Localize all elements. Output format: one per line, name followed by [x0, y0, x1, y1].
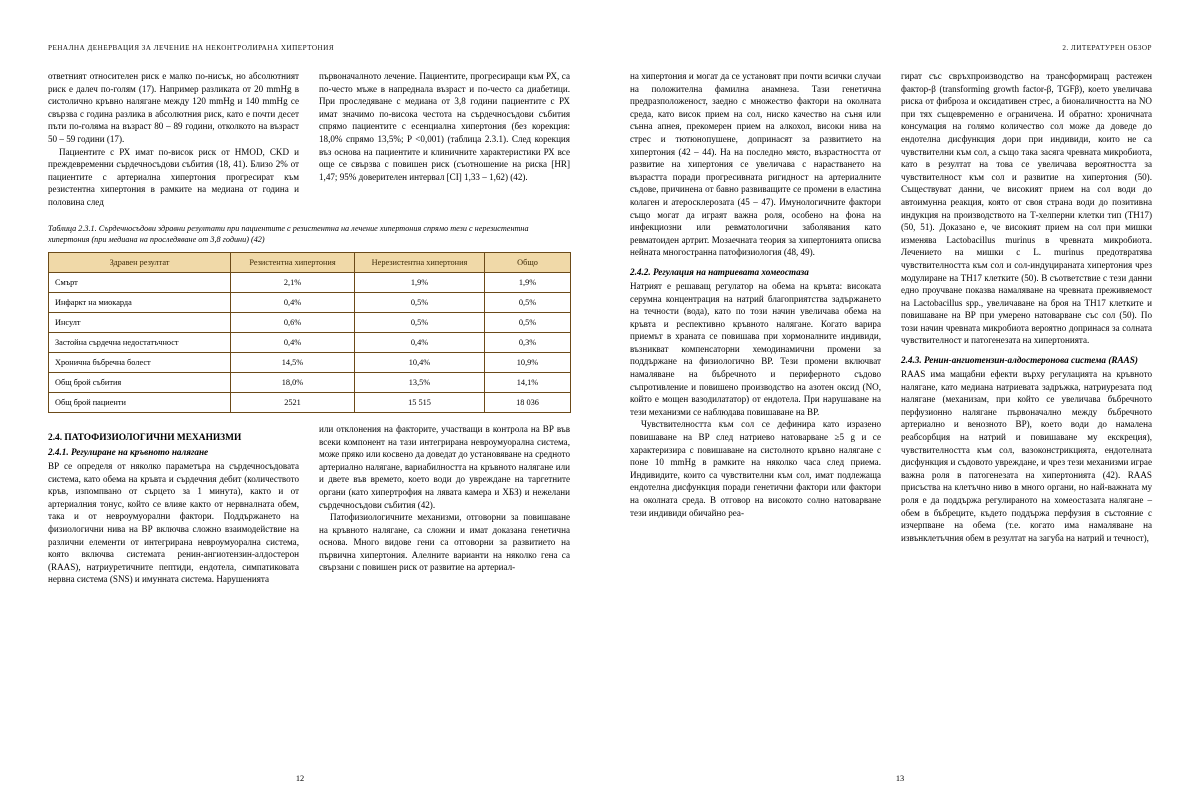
paragraph: Натрият е решаващ регулатор на обема на кръвта: високата серумна концентрация на натрий благоприятства задържането на течности (вода), като по този начин увеличава обема на кръвта и респективно кръвното налягане. Когато варира приемът в храната се повишава при хормоналните индивиди, възникват компенсаторни хемодинамични промени за поддържане на физиологично ВР. Тези промени включват намаляване на бъбречното и периферното съдово съпротивление и повишено производство на азотен оксид (NO, който е мощен вазодилататор) от ендотела. При нарушаване на тези механизми се наблюдава повишаване на ВР.: [630, 280, 881, 417]
table-header-row: [49, 252, 571, 272]
paragraph: или отклонения на факторите, участващи в контрола на ВР във всеки компонент на тази интегрирана невроумуорална система, може пряко или косвено да доведат до установяване на средното артериално налягане, вариабилността на кръвното налягане или и двете във времето, което води до увреждане на таргетните органи (като хипертрофия на лявата камера и ХБЗ) и нежелани сърдечносъдови събития (42).: [319, 423, 570, 510]
cell-value: 10,9%: [485, 352, 571, 372]
paragraph: на хипертония и могат да се установят при почти всички случаи на положителна фамилна анамнеза. Тази генетична предразположеност, заедно с множество фактори на околната среда, като висок прием на сол, ниско качество на съня или сънна апнея, прекомерен прием на алкохол, високи нива на стрес и тютюнопушене, допринасят за развитието на хипертония (42 – 44). На на последно място, възрастността от развитие на хипертония се увеличава с нарастването на възрастта поради прогресивната ригидност на артериалните съдове, причинена от бавно развиващите се промени в еластина колаген и атеросклерозата (45 – 47). Имунологичните фактори също могат да играят важна роля, особено на фона на инфекциозни или ревматологични заболявания като ревматоиден артрит. Мозаечната теория за хипертонията описва нейната многостранна патофизиология (48, 49).: [630, 71, 881, 258]
cell-value: 0,4%: [231, 292, 355, 312]
page-right: [600, 0, 1200, 807]
cell-value: 0,5%: [485, 292, 571, 312]
cell-value: 0,3%: [485, 332, 571, 352]
table-row: [49, 292, 571, 312]
cell-value: 15 515: [355, 392, 485, 412]
table-row: [49, 332, 571, 352]
cell-value: 1,9%: [355, 272, 485, 292]
column-header: Нерезистентна хипертония: [355, 252, 485, 272]
table-row: [49, 272, 571, 292]
section-heading-2-4-1: 2.4.1. Регулиране на кръвното налягане: [48, 446, 209, 457]
paragraph: Пациентите с РХ имат по-висок риск от HMOD, CKD и преждевременни сърдечносъдови събития (18, 41). Близо 2% от пациентите с артериална хипертония прогресират към резистентна хипертония в рамките на медиана от година и половина след: [48, 146, 299, 207]
left-column-3: [48, 423, 299, 586]
right-columns: [630, 70, 1152, 544]
running-head-left: РЕНАЛНА ДЕНЕРВАЦИЯ ЗА ЛЕЧЕНИЕ НА НЕКОНТРОЛИРАНА ХИПЕРТОНИЯ: [48, 44, 335, 52]
left-top-columns: [48, 70, 570, 209]
page-number-left: 12: [295, 774, 305, 783]
cell-value: 0,5%: [485, 312, 571, 332]
cell-value: 2521: [231, 392, 355, 412]
cell-value: 18,0%: [231, 372, 355, 392]
table-row: [49, 392, 571, 412]
section-heading-2-4-2: 2.4.2. Регулация на натриевата хомеостаза: [630, 266, 809, 277]
cell-label: Застойна сърдечна недостатъчност: [49, 332, 231, 352]
paragraph: Чувствителността към сол се дефинира като изразено повишаване на ВР след натриево натоварване ≥5 g и се характеризира с повишаване на систолното кръвно налягане с поне 10 mmHg в рамките на няколко часа след приема. Индивидите, които са чувствителни към сол, имат подлежаща ендотелна дисфункция поради генетични фактори или фактори на околната среда. В отговор на високото солно натоварване тези индивиди обичайно реа-: [630, 419, 881, 518]
cell-value: 10,4%: [355, 352, 485, 372]
cell-label: Хронична бъбречна болест: [49, 352, 231, 372]
cell-label: Общ брой събития: [49, 372, 231, 392]
paragraph: ВР се определя от няколко параметъра на сърдечносъдовата система, като обема на кръвта и сърдечния дебит (количеството кръв, изпомпвано от сърцето за 1 минута), както и от артериалния тонус, който се влияе както от нервналната обем, така и от невроумуорални фактори. Поддържането на физиологични нива на ВР включва сложно взаимодействие на различни елементи от интегрирана невроумуорална система, която включва системата ренин-ангиотензин-алдостерон (RAAS), натриуретичните пептиди, ендотела, симпатиковата нервна система (SNS) и имунната система. Нарушенията: [48, 460, 299, 585]
left-column-2: [319, 70, 570, 209]
left-bottom-columns: [48, 423, 570, 586]
table-row: [49, 352, 571, 372]
table-2-3-1: [48, 223, 570, 413]
table-caption: [48, 223, 570, 245]
right-column-1: [630, 70, 881, 544]
paragraph: Патофизиологичните механизми, отговорни за повишаване на кръвното налягане, са сложни и имат доказана генетична основа. Много видове гени са отговорни за развитието на първична хипертония. Алелните варианти на няколко гена са свързани с повишен риск от развитие на артериал-: [319, 512, 570, 573]
page-number-right: 13: [895, 774, 905, 783]
paragraph: RAAS има мащабни ефекти върху регулацията на кръвното налягане, като медиана натриевата задръжка, натриурезата под налягане (механизам, при който се увеличава бъбречното перфузионно налягане първоначално между бъбречното артериално и венозното ВР), което води до намалена реабсорбция на натрий и повишаване му екскреция), чувствителността към сол, вазоконстрикцията, ендотелната дисфункция и съдовото увреждане, и чрез тези механизми играе важна роля в патогенезата на хипертонията (42). RAAS присъства на клетъчно ниво в много органи, но най-важната му роля е да поддържа регулираното на хомеостазата налягане – обем в бъбреците, където поддържа перфузия в състояние с изчерпване на обема (т.е. когато има намаляване на извънклетъчния обем в резултат на загуба на натрий и течност),: [901, 369, 1152, 543]
section-heading-2-4: 2.4. ПАТОФИЗИОЛОГИЧНИ МЕХАНИЗМИ: [48, 432, 242, 443]
cell-label: Инсулт: [49, 312, 231, 332]
cell-value: 0,5%: [355, 292, 485, 312]
cell-label: Смърт: [49, 272, 231, 292]
cell-value: 18 036: [485, 392, 571, 412]
cell-label: Общ брой пациенти: [49, 392, 231, 412]
cell-value: 0,5%: [355, 312, 485, 332]
cell-value: 1,9%: [485, 272, 571, 292]
cell-value: 14,5%: [231, 352, 355, 372]
cell-value: 2,1%: [231, 272, 355, 292]
outcomes-table: [48, 252, 571, 413]
cell-value: 0,6%: [231, 312, 355, 332]
running-head-right: 2. ЛИТЕРАТУРЕН ОБЗОР: [1062, 44, 1152, 52]
cell-value: 0,4%: [355, 332, 485, 352]
left-column-4: [319, 423, 570, 586]
cell-label: Инфаркт на миокарда: [49, 292, 231, 312]
column-header: Общо: [485, 252, 571, 272]
table-row: [49, 372, 571, 392]
paragraph: гират със свръхпроизводство на трансформиращ растежен фактор-β (transforming growth factor-β, TGFβ), което увеличава риска от фиброза и оксидативен стрес, а бионаличността на NO при тях същевременно е ограничена. И обратно: хроничната консумация на голямо количество сол може да доведе до ендотелна дисфункция дори при индивиди, които не са чувствителни към сол, а също така засяга чревната микробиота, като в резултат на това се увеличава вероятността за чувствителност към сол и развитие на хипертония (50). Съществуват данни, че високият прием на сол води до автоимунна реакция, която от своя страна води до позитивна индукция на производството на Т-хелперни клетки тип (TH17) (50, 51). Доказано е, че високият прием на сол при мишки изменява Lactobacillus murinus в чревната микробиота. Лечението на мишки с L. murinus предотвратява чувствителността към сол и сол-индуцираната хипертония чрез модулиране на TH17 клетките (50). В съответствие с тези данни едно проучване показва намаляване на чревната преживяемост на Lactobacillus spp., увеличаване на броя на TH17 клетките и повишаване на ВР при умерено натоварване със сол (50). По този начин чревната микробиота вероятно допринася за солната чувствителност и патогенезата на хипертонията.: [901, 71, 1152, 346]
left-column-1: [48, 70, 299, 209]
column-header: Резистентна хипертония: [231, 252, 355, 272]
table-caption-label: Таблица 2.3.1.: [48, 223, 97, 233]
cell-value: 0,4%: [231, 332, 355, 352]
paragraph: ответният относителен риск е малко по-нисък, но абсолютният риск е далеч по-голям (17). Например разликата от 20 mmHg в систолично кръвно налягане между 120 mmHg и 140 mmHg се свързва с година разлика в абсолютния риск, като е почти десет пъти по-голяма на възраст 80 – 89 години, отколкото на възраст 50 – 59 години (17).: [48, 71, 299, 144]
section-heading-2-4-3: 2.4.3. Ренин-ангиотензин-алдостеронова система (RAAS): [901, 355, 1138, 366]
paragraph: първоначалното лечение. Пациентите, прогресиращи към РХ, са по-често мъже в напреднала възраст и по-често са диабетици. При проследяване с медиана от 3,8 години пациентите с РХ имат значимо по-висока честота на сърдечносъдови събития спрямо пациентите с есенциална хипертония (без корекция: 18,0% спрямо 13,5%; P <0,001) (таблица 2.3.1). След корекция въз основа на пациентите и клиничните характеристики РХ все още се свързва с повишен риск (съотношение на риска [HR] 1,47; 95% доверителен интервал [CI] 1,33 – 1,62) (42).: [319, 71, 570, 182]
column-header: Здравен резултат: [49, 252, 231, 272]
cell-value: 13,5%: [355, 372, 485, 392]
table-row: [49, 312, 571, 332]
right-column-2: [901, 70, 1152, 544]
table-caption-text: Сърдечносъдови здравни резултати при пациентите с резистентна на лечение хипертония спрямо тези с нерезистентна хипертония (при медиана на проследяване от 3,8 години) (42): [48, 223, 529, 244]
cell-value: 14,1%: [485, 372, 571, 392]
